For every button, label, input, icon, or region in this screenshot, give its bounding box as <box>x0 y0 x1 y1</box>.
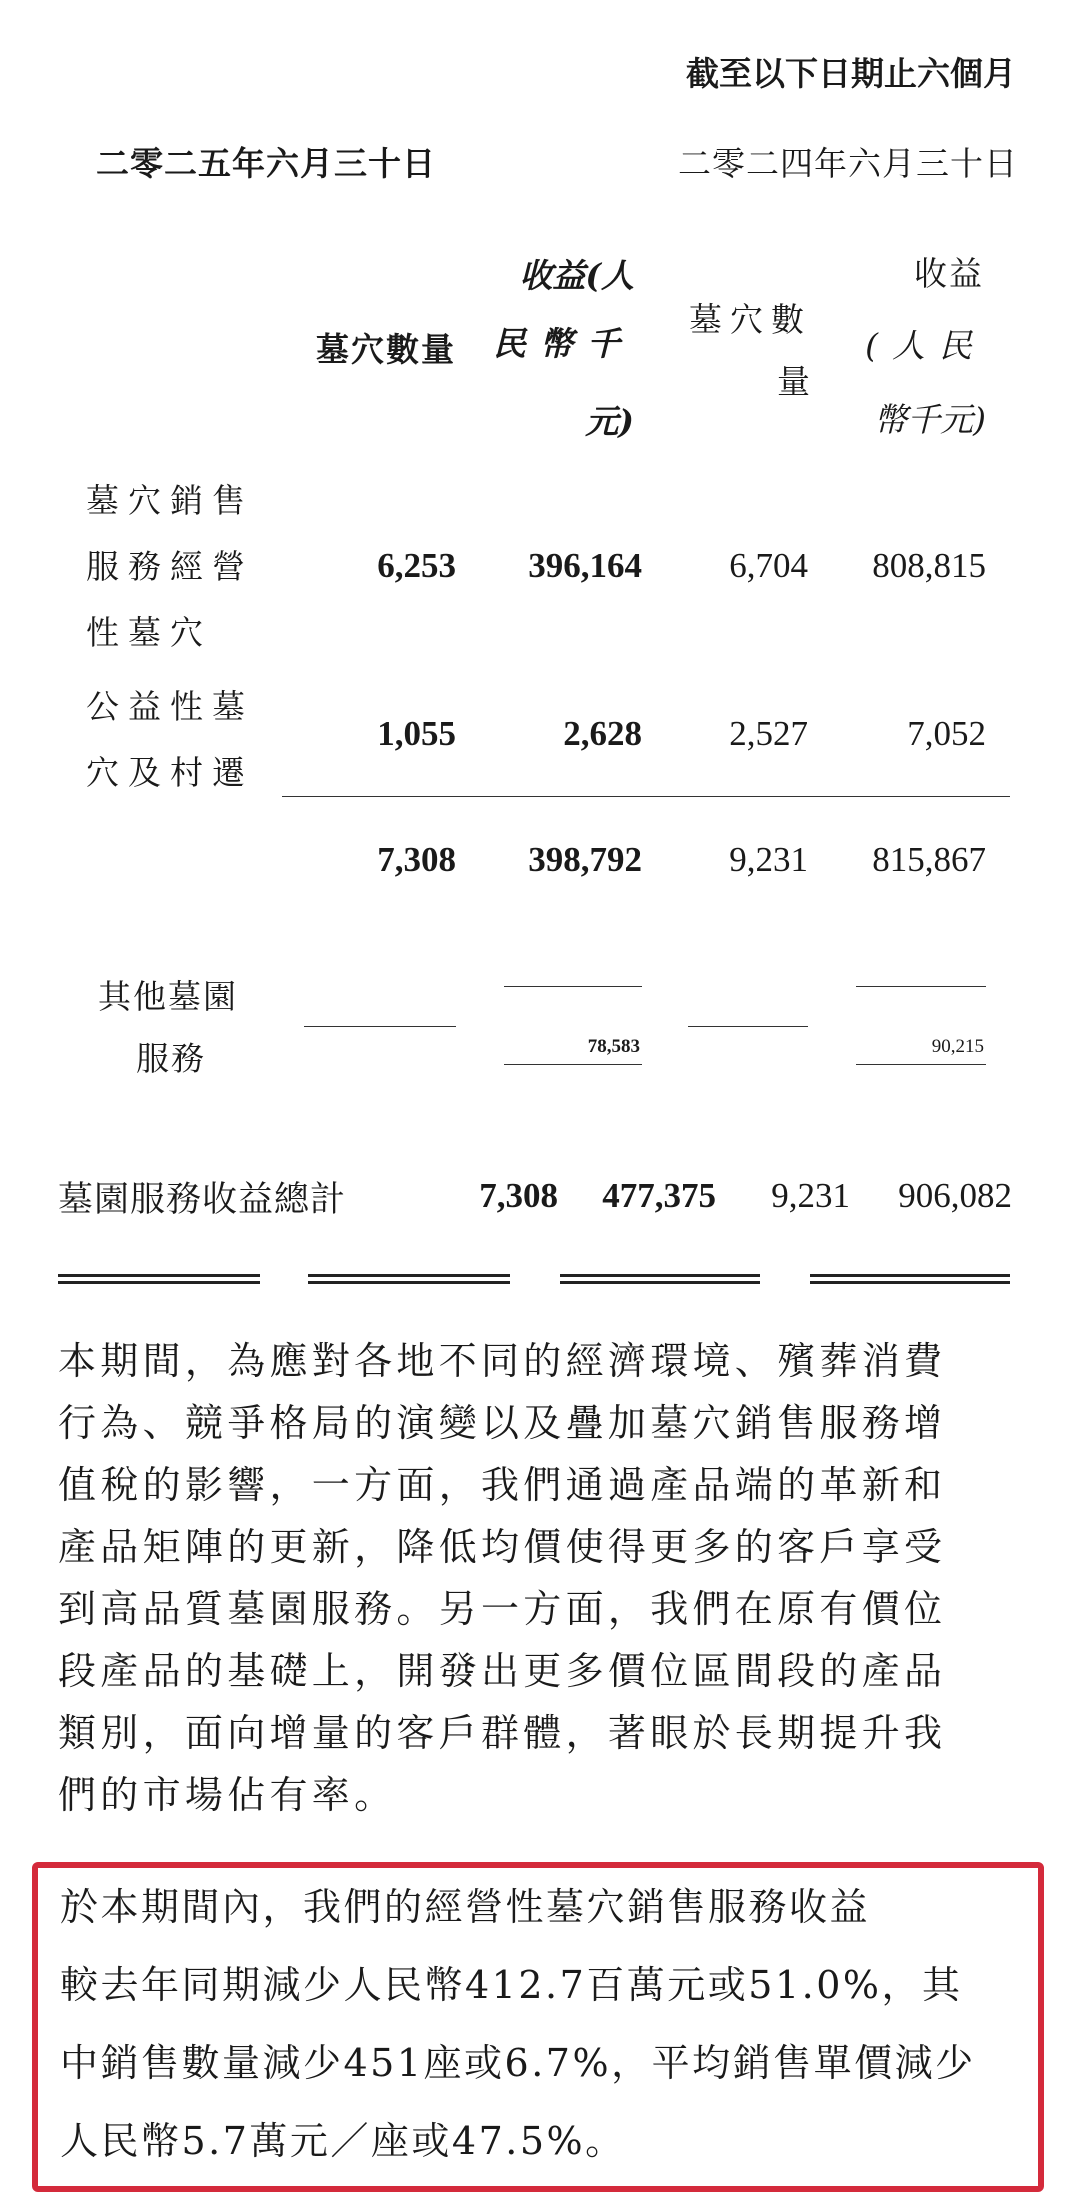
col-rev-2024-line3: 幣千元) <box>874 400 986 439</box>
other-rev-2024-bottomline <box>856 1064 986 1065</box>
total-double-line-4 <box>810 1274 1010 1284</box>
other-label-line2: 服務 <box>136 1039 206 1078</box>
col-rev-2025-line2: 民幣千 <box>493 324 634 363</box>
col-qty-2025: 墓穴數量 <box>316 330 456 369</box>
col-rev-2024-line2: (人民 <box>865 326 986 365</box>
row2-label-line1: 公益性墓 <box>86 687 254 726</box>
row2-label-line2: 穴及村遷 <box>86 753 254 792</box>
total-rev-2024: 906,082 <box>898 1176 1012 1215</box>
body-paragraph <box>58 1330 1020 1826</box>
date-2024-header: 二零二四年六月三十日 <box>678 144 1018 183</box>
col-rev-2025-line3: 元) <box>585 402 634 441</box>
paragraph-line: 段產品的基礎上，開發出更多價位區間段的產品 <box>58 1649 947 1693</box>
highlight-paragraph <box>60 1868 1020 2180</box>
subtotal-rev-2025: 398,792 <box>528 840 642 879</box>
other-qty-2025-line <box>304 1026 456 1027</box>
other-rev-2024-topline <box>856 986 986 987</box>
row2-rev-2025: 2,628 <box>563 714 642 753</box>
subtotal-divider <box>282 796 1010 797</box>
total-label: 墓園服務收益總計 <box>58 1180 347 1220</box>
row1-qty-2024: 6,704 <box>729 546 808 585</box>
other-qty-2024-line <box>688 1026 808 1027</box>
paragraph-line: 產品矩陣的更新，降低均價使得更多的客戶享受 <box>58 1525 947 1569</box>
subtotal-rev-2024: 815,867 <box>872 840 986 879</box>
row1-label-line2: 服務經營 <box>86 547 254 586</box>
total-qty-2025: 7,308 <box>479 1176 558 1215</box>
row1-label-line3: 性墓穴 <box>86 613 212 652</box>
paragraph-line: 們的市場佔有率。 <box>58 1773 397 1817</box>
paragraph-line: 值稅的影響，一方面，我們通過產品端的革新和 <box>58 1463 947 1507</box>
row2-qty-2024: 2,527 <box>729 714 808 753</box>
subtotal-qty-2024: 9,231 <box>729 840 808 879</box>
paragraph-line: 行為、競爭格局的演變以及疊加墓穴銷售服務增 <box>58 1401 947 1445</box>
row1-qty-2025: 6,253 <box>377 546 456 585</box>
date-2025-header: 二零二五年六月三十日 <box>96 144 436 183</box>
paragraph-line: 到高品質墓園服務。另一方面，我們在原有價位 <box>58 1587 947 1631</box>
period-title: 截至以下日期止六個月 <box>686 54 1016 93</box>
row2-rev-2024: 7,052 <box>907 714 986 753</box>
other-rev-2025-topline <box>504 986 642 987</box>
total-rev-2025: 477,375 <box>602 1176 716 1215</box>
paragraph-line: 類別，面向增量的客戶群體，著眼於長期提升我 <box>58 1711 947 1755</box>
total-double-line-1 <box>58 1274 260 1284</box>
highlight-line: 於本期間內，我們的經營性墓穴銷售服務收益 <box>60 1885 871 1929</box>
total-double-line-3 <box>560 1274 760 1284</box>
highlight-line: 較去年同期減少人民幣412.7百萬元或51.0%，其 <box>60 1963 963 2007</box>
highlight-line: 人民幣5.7萬元／座或47.5%。 <box>60 2119 626 2163</box>
col-qty-2024-line2: 量 <box>777 362 810 401</box>
highlight-line: 中銷售數量減少451座或6.7%，平均銷售單價減少 <box>60 2041 976 2085</box>
col-qty-2024-line1: 墓穴數 <box>689 300 812 339</box>
other-rev-2025-bottomline <box>504 1064 642 1065</box>
other-rev-2024: 90,215 <box>931 1036 984 1057</box>
total-qty-2024: 9,231 <box>771 1176 850 1215</box>
row1-rev-2024: 808,815 <box>872 546 986 585</box>
paragraph-line: 本期間，為應對各地不同的經濟環境、殯葬消費 <box>58 1339 947 1383</box>
total-double-line-2 <box>308 1274 510 1284</box>
other-rev-2025: 78,583 <box>587 1036 640 1057</box>
col-rev-2025-line1: 收益(人 <box>519 256 634 295</box>
row2-qty-2025: 1,055 <box>377 714 456 753</box>
col-rev-2024-line1: 收益 <box>914 254 984 293</box>
other-label-line1: 其他墓園 <box>98 977 238 1016</box>
row1-label-line1: 墓穴銷售 <box>86 481 254 520</box>
subtotal-qty-2025: 7,308 <box>377 840 456 879</box>
row1-rev-2025: 396,164 <box>528 546 642 585</box>
